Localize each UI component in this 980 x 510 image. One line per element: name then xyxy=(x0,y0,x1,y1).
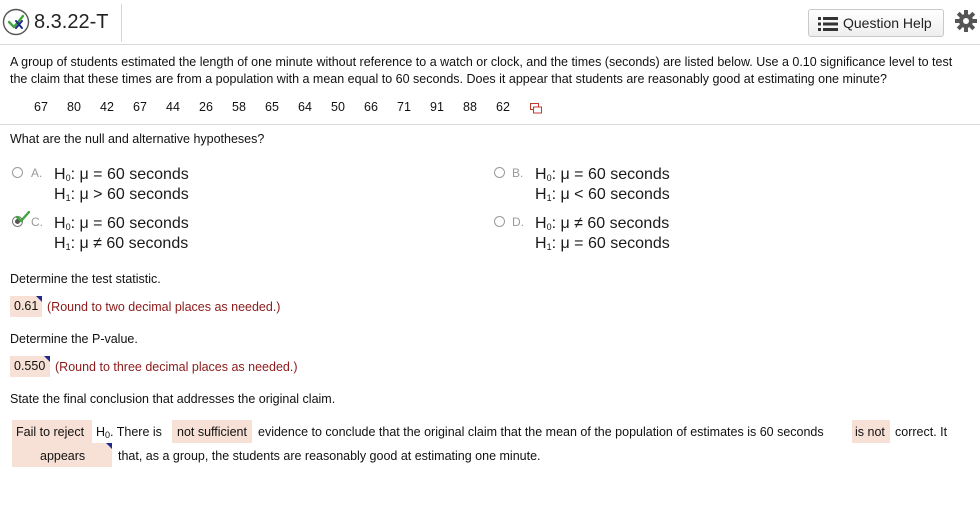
test-statistic-question: Determine the test statistic. xyxy=(10,272,161,286)
list-icon xyxy=(818,17,838,31)
conclusion-text-h0: $H_0$. There is xyxy=(96,425,162,440)
question-help-button[interactable] xyxy=(808,9,944,37)
hypotheses-question: What are the null and alternative hypotheses? xyxy=(10,132,265,146)
choice-b-h1: $H_1$: μ < 60 seconds xyxy=(535,186,670,203)
data-value: 88 xyxy=(463,100,477,114)
data-value: 65 xyxy=(265,100,279,114)
radio-a[interactable] xyxy=(12,167,23,178)
p-value-hint: (Round to three decimal places as needed.) xyxy=(55,360,298,374)
question-help-label: Question Help xyxy=(843,15,932,31)
data-value: 71 xyxy=(397,100,411,114)
test-statistic-answer[interactable]: 0.61 xyxy=(10,296,42,317)
p-value-answer[interactable]: 0.550 xyxy=(10,356,50,377)
data-value: 58 xyxy=(232,100,246,114)
data-value: 67 xyxy=(34,100,48,114)
title-divider xyxy=(121,4,122,42)
choice-a-h0: $H_0$: μ = 60 seconds xyxy=(54,166,189,183)
answer-marker xyxy=(106,443,112,449)
data-value: 26 xyxy=(199,100,213,114)
section-divider xyxy=(0,124,980,125)
choice-letter: D. xyxy=(512,215,524,229)
conclusion-text-end: correct. It xyxy=(895,425,948,439)
copy-data-icon[interactable] xyxy=(530,103,542,114)
p-value-question: Determine the P-value. xyxy=(10,332,138,346)
data-value: 50 xyxy=(331,100,345,114)
choice-letter: B. xyxy=(512,166,524,180)
data-value: 42 xyxy=(100,100,114,114)
radio-d[interactable] xyxy=(494,216,505,227)
choice-b-h0: $H_0$: μ = 60 seconds xyxy=(535,166,670,183)
data-value: 44 xyxy=(166,100,180,114)
header-divider xyxy=(0,44,980,45)
header xyxy=(0,0,980,44)
choice-letter: C. xyxy=(31,215,43,229)
data-value: 62 xyxy=(496,100,510,114)
gear-icon[interactable] xyxy=(955,10,977,32)
choice-a-h1: $H_1$: μ > 60 seconds xyxy=(54,186,189,203)
conclusion-dropdown-appears[interactable]: appears xyxy=(12,443,112,467)
data-values xyxy=(0,100,980,118)
conclusion-question: State the final conclusion that addresses the original claim. xyxy=(10,392,336,406)
radio-b[interactable] xyxy=(494,167,505,178)
data-value: 67 xyxy=(133,100,147,114)
choice-d-h0: $H_0$: μ ≠ 60 seconds xyxy=(535,215,670,232)
data-value: 80 xyxy=(67,100,81,114)
choice-d-h1: $H_1$: μ = 60 seconds xyxy=(535,235,670,252)
problem-text: A group of students estimated the length of one minute without reference to a watch or clock, and the times (seconds) are listed below. Use a 0.10 significance level to test the claim that these times are from a population with a mean equal to 60 seconds. Does it appear that students are reasonably good at estimating one minute? xyxy=(10,55,953,86)
conclusion-dropdown-correctness[interactable]: is not xyxy=(852,420,890,443)
conclusion-dropdown-evidence[interactable]: not sufficient xyxy=(172,420,252,443)
conclusion-text-final: that, as a group, the students are reasonably good at estimating one minute. xyxy=(118,449,541,463)
conclusion-dropdown-decision[interactable]: Fail to reject xyxy=(12,420,92,443)
page-title: 8.3.22-T xyxy=(34,11,109,33)
data-value: 64 xyxy=(298,100,312,114)
conclusion-text-middle: evidence to conclude that the original claim that the mean of the population of estimates is 60 seconds xyxy=(258,425,824,439)
choice-letter: A. xyxy=(31,166,43,180)
data-value: 66 xyxy=(364,100,378,114)
answer-marker xyxy=(44,356,50,362)
partial-correct-icon xyxy=(2,8,30,36)
data-value: 91 xyxy=(430,100,444,114)
check-icon xyxy=(16,211,30,223)
choice-c-h1: $H_1$: μ ≠ 60 seconds xyxy=(54,235,189,252)
test-statistic-hint: (Round to two decimal places as needed.) xyxy=(47,300,281,314)
choice-c-h0: $H_0$: μ = 60 seconds xyxy=(54,215,189,232)
answer-marker xyxy=(36,296,42,302)
